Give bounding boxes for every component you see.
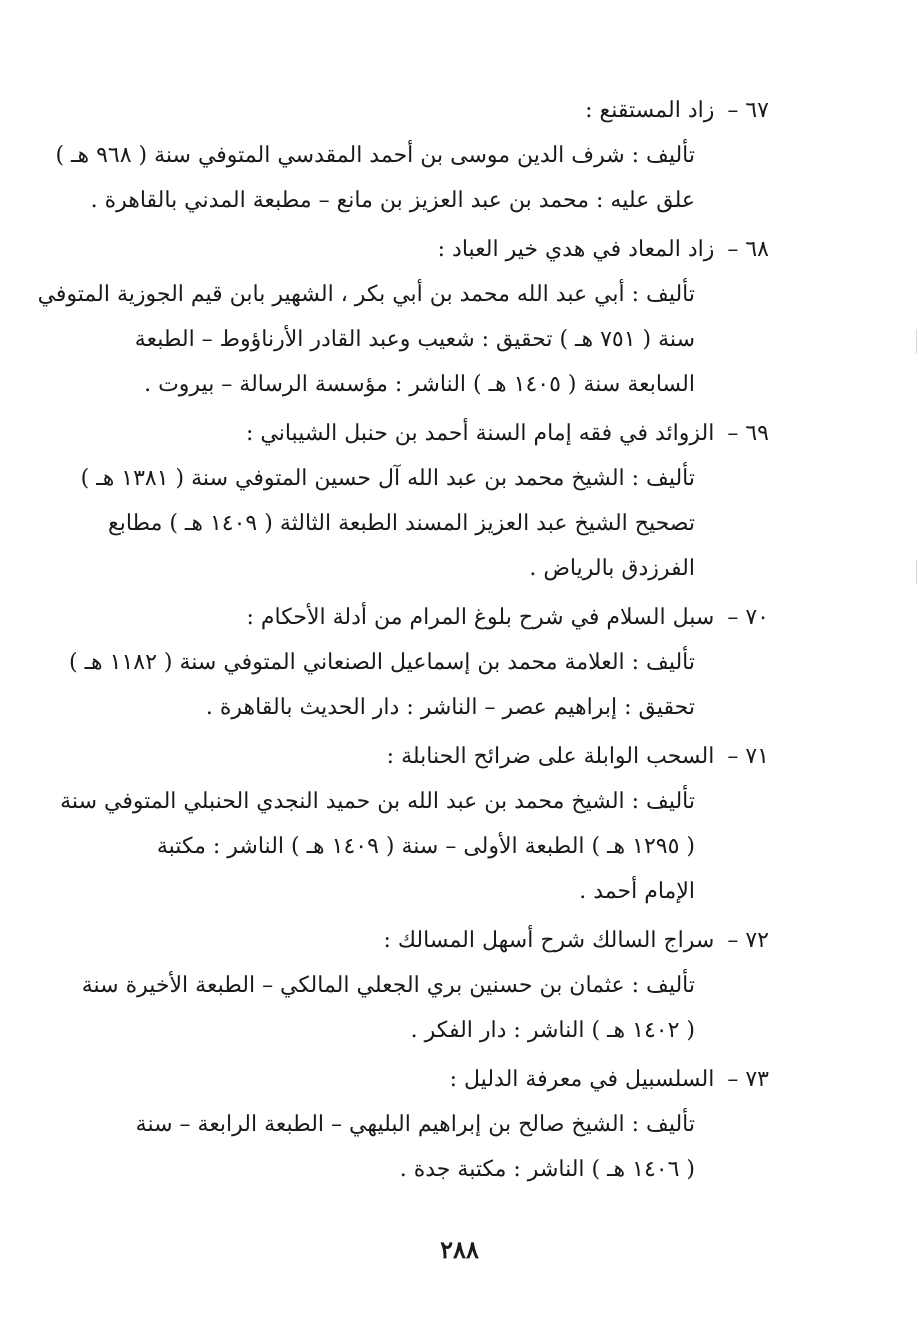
entry-line: تأليف : العلامة محمد بن إسماعيل الصنعاني المتوفي سنة ( ١١٨٢ هـ ) [69,650,695,675]
entry-line: تصحيح الشيخ عبد العزيز المسند الطبعة الثالثة ( ١٤٠٩ هـ ) مطابع [108,511,695,536]
entry-title: سراج السالك شرح أسهل المسالك : [383,928,715,953]
entry-body [69,640,769,730]
entry-body [99,1102,769,1192]
entry-title: الزوائد في فقه إمام السنة أحمد بن حنبل الشيباني : [245,421,715,446]
entry-line: الإمام أحمد . [579,879,695,904]
entry-number: ٧٢ – [727,928,769,953]
entry-heading [99,918,769,963]
bibliography-entry [55,88,769,223]
entry-line: السابعة سنة ( ١٤٠٥ هـ ) الناشر : مؤسسة الرسالة – بيروت . [144,372,695,397]
entry-number: ٧٣ – [727,1067,769,1092]
entry-line: تأليف : عثمان بن حسنين بري الجعلي المالكي – الطبعة الأخيرة سنة [81,973,695,998]
entry-heading [99,734,769,779]
entry-line: علق عليه : محمد بن عبد العزيز بن مانع – مطبعة المدني بالقاهرة . [90,188,695,213]
entry-line: تأليف : الشيخ محمد بن عبد الله بن حميد النجدي الحنبلي المتوفي سنة [60,789,695,814]
scan-margin-mark [916,560,917,584]
entry-title: السحب الوابلة على ضرائح الحنابلة : [386,744,715,769]
entry-line: تأليف : الشيخ صالح بن إبراهيم البليهي – الطبعة الرابعة – سنة [135,1112,695,1137]
entry-heading [99,411,769,456]
entry-body [80,456,769,591]
bibliography-entry [81,918,769,1053]
entry-line: تأليف : أبي عبد الله محمد بن أبي بكر ، الشهير بابن قيم الجوزية المتوفي [37,282,695,307]
entry-line: ( ١٤٠٦ هـ ) الناشر : مكتبة جدة . [399,1157,695,1182]
bibliography-entry [99,1057,769,1192]
entry-line: ( ١٢٩٥ هـ ) الطبعة الأولى – سنة ( ١٤٠٩ هـ ) الناشر : مكتبة [156,834,695,859]
entry-heading [99,88,769,133]
entry-line: ( ١٤٠٢ هـ ) الناشر : دار الفكر . [410,1018,695,1043]
entry-line: تحقيق : إبراهيم عصر – الناشر : دار الحديث بالقاهرة . [205,695,695,720]
entry-line: الفرزدق بالرياض . [529,556,695,581]
entry-title: زاد المستقنع : [585,98,715,123]
entry-line: سنة ( ٧٥١ هـ ) تحقيق : شعيب وعبد القادر الأرناؤوط – الطبعة [134,327,695,352]
entry-line: تأليف : الشيخ محمد بن عبد الله آل حسين المتوفي سنة ( ١٣٨١ هـ ) [80,466,695,491]
page-number: ٢٨٨ [440,1235,479,1264]
bibliography-entry [60,734,769,914]
entry-number: ٧٠ – [727,605,769,630]
entry-number: ٦٨ – [727,237,769,262]
bibliography-entry [37,227,769,407]
entry-body [81,963,769,1053]
bibliography-entry [80,411,769,591]
entry-title: سبل السلام في شرح بلوغ المرام من أدلة الأحكام : [246,605,715,630]
entry-heading [99,595,769,640]
entry-heading [99,227,769,272]
entry-number: ٦٩ – [727,421,769,446]
entry-title: السلسبيل في معرفة الدليل : [449,1067,715,1092]
entry-body [37,272,769,407]
entry-body [60,779,769,914]
scan-margin-mark [916,330,917,354]
entry-heading [99,1057,769,1102]
entry-number: ٦٧ – [727,98,769,123]
entry-title: زاد المعاد في هدي خير العباد : [437,237,715,262]
bibliography-list [37,88,769,1196]
entry-number: ٧١ – [727,744,769,769]
entry-body [55,133,769,223]
entry-line: تأليف : شرف الدين موسى بن أحمد المقدسي المتوفي سنة ( ٩٦٨ هـ ) [55,143,695,168]
bibliography-entry [69,595,769,730]
